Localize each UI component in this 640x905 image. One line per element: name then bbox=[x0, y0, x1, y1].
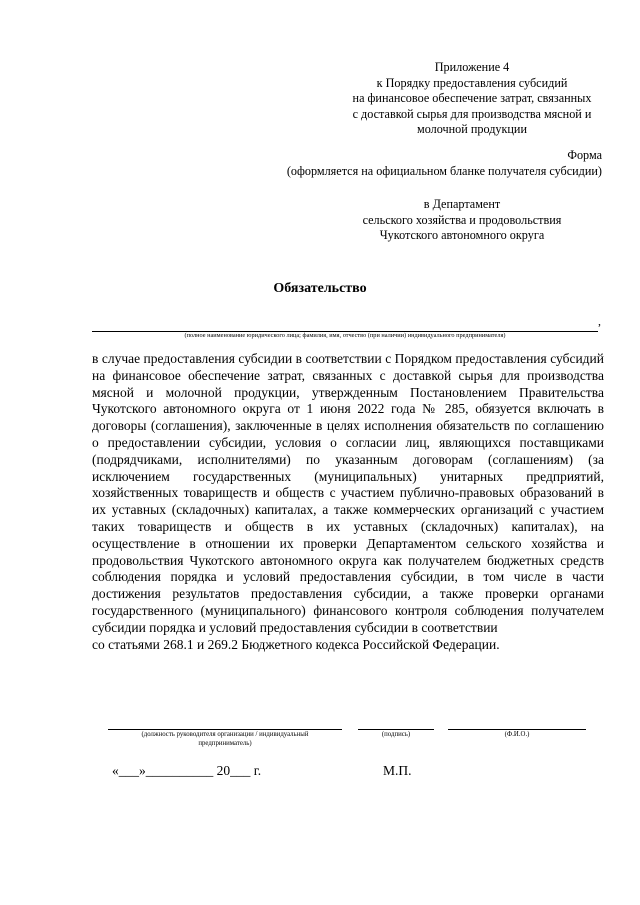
position-hint-line: предприниматель) bbox=[198, 740, 252, 747]
obligation-last-line: со статьями 268.1 и 269.2 Бюджетного кодекса Российской Федерации. bbox=[92, 636, 500, 652]
obligation-body bbox=[92, 351, 604, 653]
recipient-name-field[interactable] bbox=[92, 321, 598, 332]
date-field[interactable]: «___»__________ 20___ г. bbox=[112, 763, 262, 778]
position-hint bbox=[108, 730, 342, 748]
addressee-line: Чукотского автономного округа bbox=[379, 228, 545, 242]
full-name-hint: (Ф.И.О.) bbox=[504, 731, 530, 738]
appendix-line: Приложение 4 bbox=[434, 60, 510, 74]
document-title: Обязательство bbox=[273, 281, 367, 296]
appendix-header bbox=[342, 60, 602, 138]
obligation-paragraph: в случае предоставления субсидии в соответствии с Порядком предоставления субсидий на финансовое обеспечение затрат, связанных с доставкой сырья для производства мясной и молочной продукции, утвержденным Постановлением Правительства Чукотского автономного округа от 1 июня 2022 года № 285, обязуется включать в договоры (соглашения), заключенные в целях исполнения обязательств по соглашению о предоставлении субсидии, условия о согласии лиц, являющихся поставщиками (подрядчиками, исполнителями) по указанным договорам (соглашениям) (за исключением государственных (муниципальных) унитарных предприятий, хозяйственных товариществ и обществ с участием публично-правовых образований в их уставных (складочных) капиталах, а также коммерческих организаций с участием таких товариществ и обществ в их уставных (складочных) капиталах), на осуществление в отношении их проверки Департаментом сельского хозяйства и продовольствия Чукотского автономного округа как получателем бюджетных средств соблюдения порядка и условий предоставления субсидии, в том числе в части достижения результатов предоставления субсидии, а также проверки органами государственного (муниципального) финансового контроля соблюдения получателем субсидии порядка и условий предоставления субсидии в соответствии bbox=[92, 351, 604, 635]
form-note bbox=[242, 148, 602, 179]
appendix-line: на финансовое обеспечение затрат, связанных bbox=[352, 91, 592, 105]
position-hint-line: (должность руководителя организации / индивидуальный bbox=[141, 731, 309, 738]
name-comma: , bbox=[598, 314, 601, 328]
recipient-name-hint: (полное наименование юридического лица; фамилия, имя, отчество (при наличии) индивидуального предпринимателя) bbox=[184, 332, 506, 339]
addressee bbox=[342, 197, 582, 244]
form-label: Форма bbox=[567, 148, 602, 162]
form-note-text: (оформляется на официальном бланке получателя субсидии) bbox=[286, 163, 602, 178]
addressee-line: сельского хозяйства и продовольствия bbox=[362, 212, 562, 227]
appendix-line: с доставкой сырья для производства мясной и bbox=[352, 106, 592, 121]
appendix-line: к Порядку предоставления субсидий bbox=[376, 75, 568, 90]
appendix-line: молочной продукции bbox=[417, 122, 527, 136]
signature-hint: (подпись) bbox=[381, 731, 411, 738]
stamp-place: М.П. bbox=[383, 763, 412, 778]
addressee-line: в Департамент bbox=[423, 197, 501, 211]
